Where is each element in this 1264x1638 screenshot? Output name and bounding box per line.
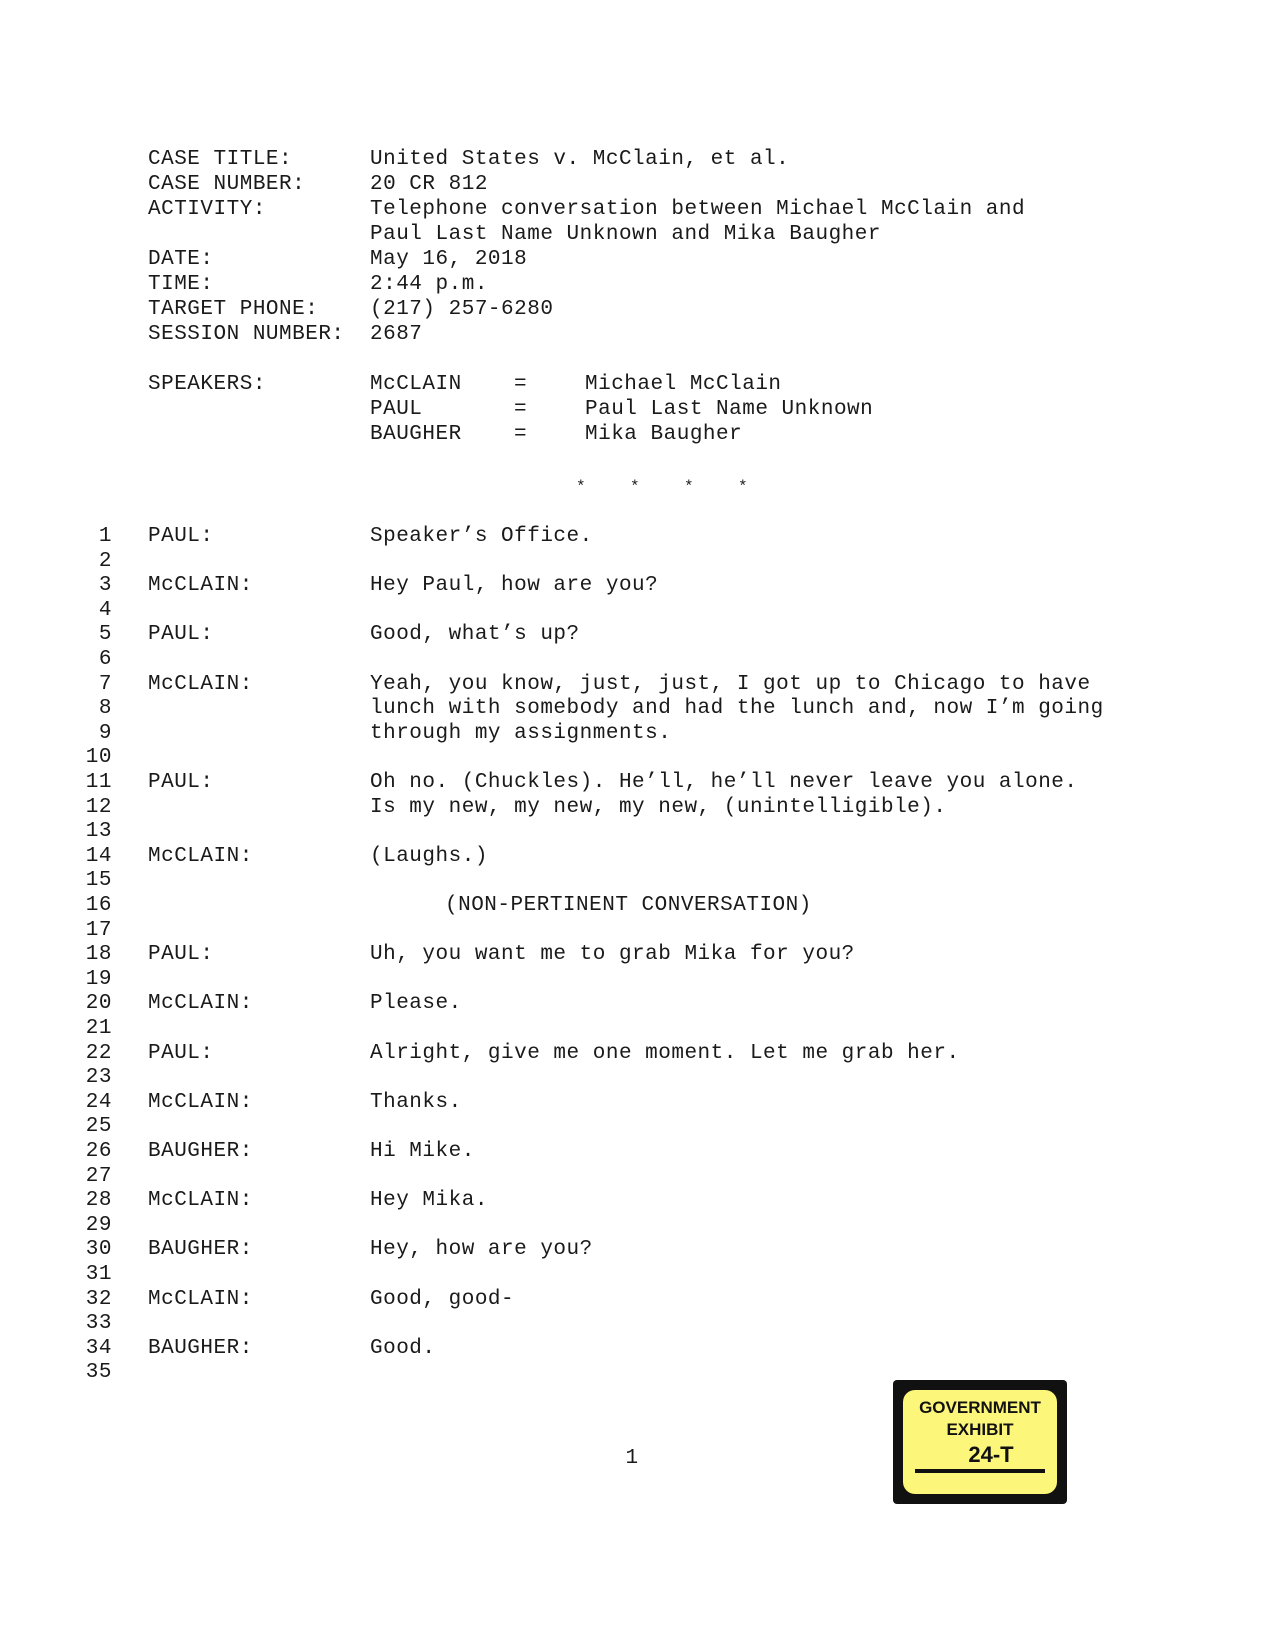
line-number: 19 — [85, 968, 112, 991]
separator-star: * — [576, 478, 586, 496]
speaker-code: PAUL — [370, 398, 423, 421]
speaker-code: McCLAIN — [370, 373, 462, 396]
line-number: 3 — [98, 574, 112, 597]
date-value: May 16, 2018 — [370, 248, 528, 271]
date-label: DATE: — [148, 248, 214, 271]
utterance-text: Is my new, my new, my new, (unintelligible). — [370, 796, 947, 819]
speaker-tag: PAUL: — [148, 623, 214, 646]
line-number: 31 — [85, 1263, 112, 1286]
section-separator — [576, 478, 792, 496]
speaker-tag: McCLAIN: — [148, 1189, 253, 1212]
case-title-label: CASE TITLE: — [148, 148, 293, 171]
line-number: 23 — [85, 1066, 112, 1089]
exhibit-label — [903, 1390, 1057, 1494]
line-number: 2 — [98, 550, 112, 573]
line-number: 20 — [85, 992, 112, 1015]
utterance-text: Hey, how are you? — [370, 1238, 593, 1261]
utterance-text: lunch with somebody and had the lunch and, now I’m going — [370, 697, 1104, 720]
line-number: 21 — [85, 1017, 112, 1040]
utterance-text: Good. — [370, 1337, 436, 1360]
speaker-tag: BAUGHER: — [148, 1140, 253, 1163]
line-number: 13 — [85, 820, 112, 843]
case-title: United States v. McClain, et al. — [370, 148, 790, 171]
case-number-label: CASE NUMBER: — [148, 173, 306, 196]
speaker-equals: = — [514, 398, 528, 421]
line-number: 33 — [85, 1312, 112, 1335]
line-number: 18 — [85, 943, 112, 966]
utterance-text: Alright, give me one moment. Let me grab her. — [370, 1042, 960, 1065]
utterance-text: Hi Mike. — [370, 1140, 475, 1163]
line-number: 10 — [85, 746, 112, 769]
line-number: 11 — [85, 771, 112, 794]
utterance-text: Hey Paul, how are you? — [370, 574, 659, 597]
line-number: 17 — [85, 919, 112, 942]
line-number: 16 — [85, 894, 112, 917]
separator-star: * — [630, 478, 640, 496]
line-number: 32 — [85, 1288, 112, 1311]
line-number: 29 — [85, 1214, 112, 1237]
line-number: 25 — [85, 1115, 112, 1138]
utterance-text: Uh, you want me to grab Mika for you? — [370, 943, 855, 966]
speaker-tag: PAUL: — [148, 771, 214, 794]
activity-line-2: Paul Last Name Unknown and Mika Baugher — [370, 223, 881, 246]
line-number: 8 — [98, 697, 112, 720]
exhibit-line-2: EXHIBIT — [946, 1420, 1014, 1439]
speaker-tag: PAUL: — [148, 943, 214, 966]
exhibit-line-1: GOVERNMENT — [919, 1398, 1041, 1417]
speaker-equals: = — [514, 423, 528, 446]
speaker-tag: PAUL: — [148, 525, 214, 548]
speaker-tag: McCLAIN: — [148, 1091, 253, 1114]
speaker-code: BAUGHER — [370, 423, 462, 446]
utterance-text: (Laughs.) — [370, 845, 488, 868]
line-number: 35 — [85, 1361, 112, 1384]
line-number: 4 — [98, 599, 112, 622]
speaker-tag: McCLAIN: — [148, 845, 253, 868]
utterance-text: through my assignments. — [370, 722, 672, 745]
government-exhibit-sticker — [893, 1380, 1067, 1504]
non-pertinent-note: (NON-PERTINENT CONVERSATION) — [445, 894, 812, 917]
utterance-text: Speaker’s Office. — [370, 525, 593, 548]
speaker-name: Mika Baugher — [585, 423, 743, 446]
line-number: 26 — [85, 1140, 112, 1163]
time-label: TIME: — [148, 273, 214, 296]
line-number: 24 — [85, 1091, 112, 1114]
speaker-tag: BAUGHER: — [148, 1238, 253, 1261]
speaker-tag: PAUL: — [148, 1042, 214, 1065]
line-number: 5 — [98, 623, 112, 646]
utterance-text: Oh no. (Chuckles). He’ll, he’ll never leave you alone. — [370, 771, 1078, 794]
utterance-text: Good, what’s up? — [370, 623, 580, 646]
utterance-text: Good, good- — [370, 1288, 515, 1311]
speaker-tag: McCLAIN: — [148, 673, 253, 696]
separator-star: * — [738, 478, 748, 496]
session-number-label: SESSION NUMBER: — [148, 323, 345, 346]
utterance-text: Yeah, you know, just, just, I got up to Chicago to have — [370, 673, 1091, 696]
time-value: 2:44 p.m. — [370, 273, 488, 296]
line-number: 30 — [85, 1238, 112, 1261]
line-number: 22 — [85, 1042, 112, 1065]
speaker-tag: McCLAIN: — [148, 1288, 253, 1311]
line-number: 34 — [85, 1337, 112, 1360]
line-number: 1 — [98, 525, 112, 548]
case-number: 20 CR 812 — [370, 173, 488, 196]
exhibit-number: 24-T — [968, 1442, 1014, 1467]
line-number: 28 — [85, 1189, 112, 1212]
line-number: 7 — [98, 673, 112, 696]
line-number: 15 — [85, 869, 112, 892]
speaker-name: Paul Last Name Unknown — [585, 398, 874, 421]
speaker-tag: BAUGHER: — [148, 1337, 253, 1360]
utterance-text: Please. — [370, 992, 462, 1015]
page-number: 1 — [625, 1447, 639, 1470]
line-number: 27 — [85, 1165, 112, 1188]
activity-line-1: Telephone conversation between Michael McClain and — [370, 198, 1026, 221]
speaker-tag: McCLAIN: — [148, 574, 253, 597]
speaker-equals: = — [514, 373, 528, 396]
exhibit-underline — [915, 1469, 1045, 1473]
line-number: 6 — [98, 648, 112, 671]
speakers-label: SPEAKERS: — [148, 373, 266, 396]
target-phone-value: (217) 257-6280 — [370, 298, 554, 321]
target-phone-label: TARGET PHONE: — [148, 298, 319, 321]
utterance-text: Hey Mika. — [370, 1189, 488, 1212]
separator-star: * — [684, 478, 694, 496]
utterance-text: Thanks. — [370, 1091, 462, 1114]
speaker-tag: McCLAIN: — [148, 992, 253, 1015]
speaker-name: Michael McClain — [585, 373, 782, 396]
line-number: 9 — [98, 722, 112, 745]
line-number: 14 — [85, 845, 112, 868]
activity-label: ACTIVITY: — [148, 198, 266, 221]
line-number: 12 — [85, 796, 112, 819]
session-number-value: 2687 — [370, 323, 423, 346]
